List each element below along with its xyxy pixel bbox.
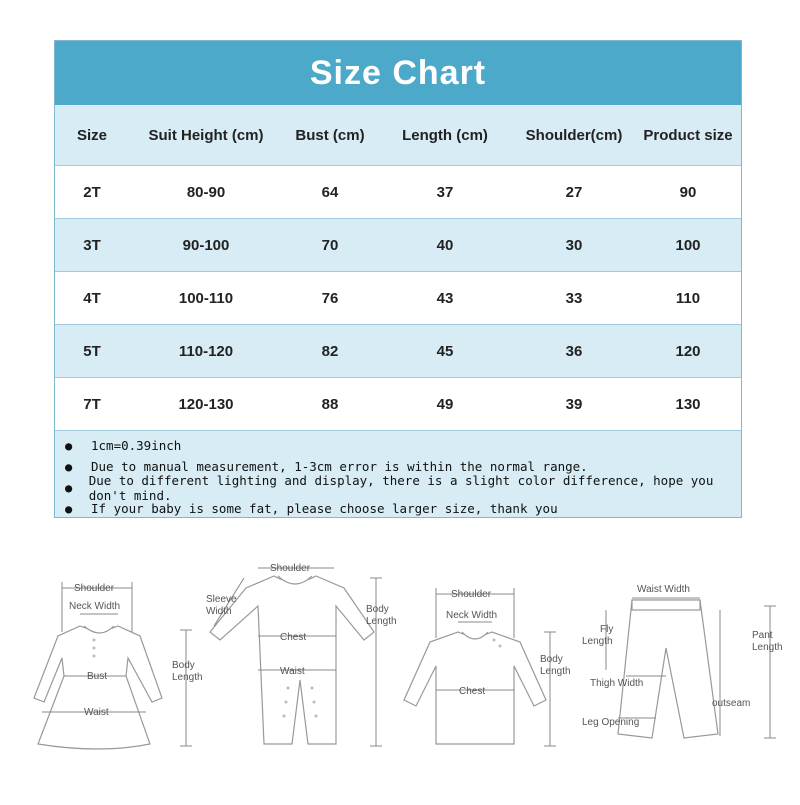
table-header-row: [55, 105, 741, 166]
cell-suit-height: 80-90: [129, 166, 283, 219]
cell-product-size: 120: [635, 325, 741, 378]
romper-sleeve-label: Sleeve: [206, 594, 237, 605]
pants-length-label-2: Length: [752, 642, 783, 653]
dress-body-length-label: Body: [172, 660, 195, 671]
note-item: [65, 472, 741, 503]
cell-shoulder: 33: [513, 272, 635, 325]
column-header-length: Length (cm): [377, 105, 513, 166]
cell-suit-height: 100-110: [129, 272, 283, 325]
romper-diagram: [206, 563, 397, 746]
cell-shoulder: 39: [513, 378, 635, 431]
cell-size: 7T: [55, 378, 129, 431]
pants-leg-opening-label: Leg Opening: [582, 717, 640, 728]
cell-size: 3T: [55, 219, 129, 272]
cell-suit-height: 120-130: [129, 378, 283, 431]
pants-length-label: Pant: [752, 630, 773, 641]
bullet-icon: ●: [65, 480, 73, 495]
cell-length: 43: [377, 272, 513, 325]
dress-shoulder-label: Shoulder: [74, 583, 115, 594]
cell-shoulder: 36: [513, 325, 635, 378]
table-row: [55, 325, 741, 378]
note-text: Due to manual measurement, 1-3cm error is within the normal range.: [91, 459, 588, 474]
dress-bust-label: Bust: [87, 671, 108, 682]
pants-fly-length-label: Fly: [600, 624, 614, 635]
cell-bust: 70: [283, 219, 377, 272]
pants-fly-length-label-2: Length: [582, 636, 613, 647]
romper-chest-label: Chest: [280, 632, 307, 643]
shirt-body-length-label-2: Length: [540, 666, 571, 677]
pants-outseam-label: outseam: [712, 698, 751, 709]
cell-bust: 88: [283, 378, 377, 431]
romper-body-length-label-2: Length: [366, 616, 397, 627]
pants-thigh-width-label: Thigh Width: [590, 678, 644, 689]
bullet-icon: ●: [65, 501, 73, 516]
size-table: [55, 105, 741, 431]
cell-length: 37: [377, 166, 513, 219]
cell-length: 49: [377, 378, 513, 431]
column-header-product-size: Product size: [635, 105, 741, 166]
cell-shoulder: 30: [513, 219, 635, 272]
cell-size: 4T: [55, 272, 129, 325]
cell-suit-height: 110-120: [129, 325, 283, 378]
cell-product-size: 100: [635, 219, 741, 272]
column-header-size: Size: [55, 105, 129, 166]
measurement-diagrams: [0, 548, 800, 800]
cell-product-size: 130: [635, 378, 741, 431]
note-item: [65, 435, 741, 456]
romper-shoulder-label: Shoulder: [270, 563, 311, 574]
table-row: [55, 378, 741, 431]
note-text: 1cm=0.39inch: [91, 438, 182, 453]
dress-diagram: [34, 582, 203, 749]
bullet-icon: ●: [65, 459, 73, 474]
cell-length: 40: [377, 219, 513, 272]
measurement-diagrams-svg: [0, 548, 800, 800]
table-row: [55, 166, 741, 219]
column-header-bust: Bust (cm): [283, 105, 377, 166]
note-text: Due to different lighting and display, there is a slight color difference, hope you don't mind.: [88, 472, 714, 503]
cell-bust: 82: [283, 325, 377, 378]
notes-list: [55, 431, 741, 519]
pants-diagram: [582, 584, 783, 738]
cell-product-size: 90: [635, 166, 741, 219]
dress-neck-width-label: Neck Width: [69, 601, 121, 612]
size-chart: [54, 40, 742, 518]
shirt-body-length-label: Body: [540, 654, 563, 665]
cell-size: 5T: [55, 325, 129, 378]
romper-body-length-label: Body: [366, 604, 389, 615]
shirt-chest-label: Chest: [459, 686, 486, 697]
dress-body-length-label-2: Length: [172, 672, 203, 683]
shirt-diagram: [404, 588, 571, 746]
chart-title: Size Chart: [55, 41, 741, 105]
shirt-shoulder-label: Shoulder: [451, 589, 492, 600]
dress-waist-label: Waist: [84, 707, 109, 718]
bullet-icon: ●: [65, 438, 73, 453]
cell-bust: 76: [283, 272, 377, 325]
column-header-shoulder: Shoulder(cm): [513, 105, 635, 166]
cell-suit-height: 90-100: [129, 219, 283, 272]
pants-waist-width-label: Waist Width: [637, 584, 690, 595]
romper-sleeve-label-2: Width: [206, 606, 232, 617]
column-header-suit-height: Suit Height (cm): [129, 105, 283, 166]
table-row: [55, 272, 741, 325]
cell-length: 45: [377, 325, 513, 378]
note-text: If your baby is some fat, please choose larger size, thank you: [91, 501, 558, 516]
cell-bust: 64: [283, 166, 377, 219]
cell-product-size: 110: [635, 272, 741, 325]
table-row: [55, 219, 741, 272]
cell-size: 2T: [55, 166, 129, 219]
cell-shoulder: 27: [513, 166, 635, 219]
shirt-neck-width-label: Neck Width: [446, 610, 498, 621]
romper-waist-label: Waist: [280, 666, 305, 677]
